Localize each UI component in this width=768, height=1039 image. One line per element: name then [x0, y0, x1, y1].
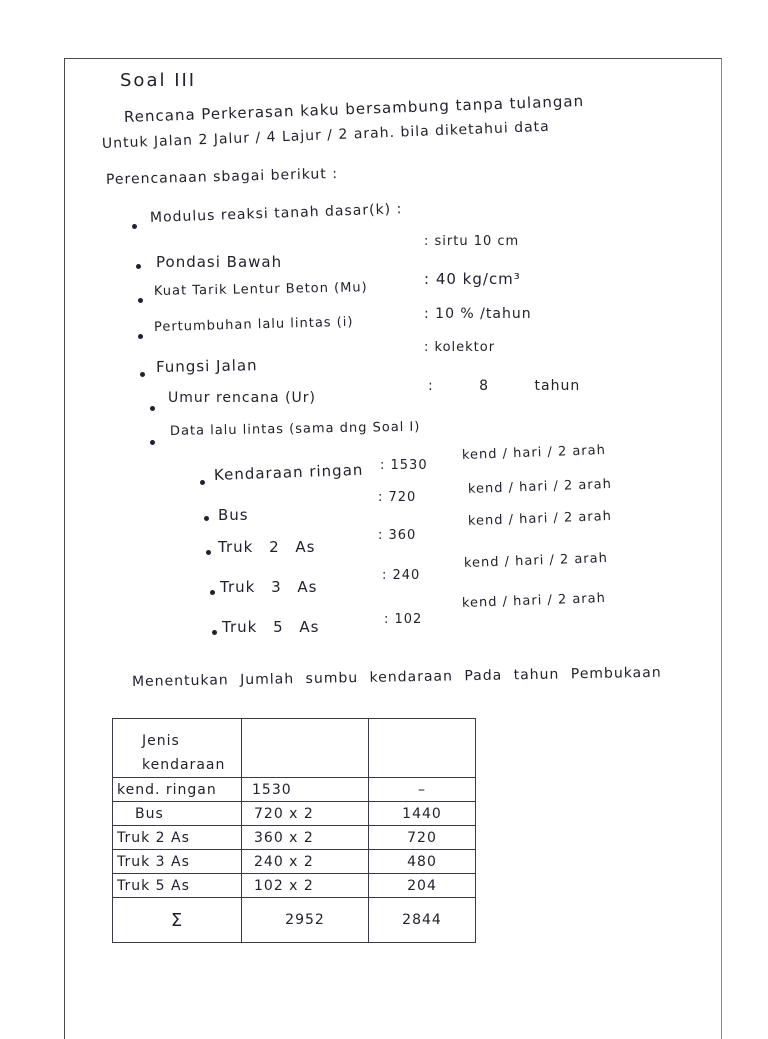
bullet-icon — [138, 334, 143, 339]
axle-count-table — [112, 718, 476, 943]
traffic-count: : 360 — [378, 528, 417, 543]
table-row — [113, 778, 476, 802]
traffic-count: : 240 — [382, 568, 421, 583]
table-header-row — [113, 719, 476, 778]
result: 204 — [369, 874, 476, 898]
traffic-count: : 720 — [378, 490, 417, 505]
intro-line-2: Untuk Jalan 2 Jalur / 4 Lajur / 2 arah. bila diketahui data — [101, 118, 551, 152]
bullet-icon — [210, 590, 215, 595]
calc: 1530 — [242, 778, 369, 802]
sum-calc: 2952 — [242, 898, 369, 943]
table-row — [113, 826, 476, 850]
calc: 102 x 2 — [242, 874, 369, 898]
vehicle-type: kend. ringan — [113, 778, 242, 802]
result: 720 — [369, 826, 476, 850]
traffic-unit: kend / hari / 2 arah — [461, 442, 607, 463]
bullet-icon — [150, 440, 155, 445]
calc: 720 x 2 — [242, 802, 369, 826]
traffic-unit: kend / hari / 2 arah — [463, 550, 609, 571]
vehicle-type: Truk 2 As — [113, 826, 242, 850]
param-value: : 8 tahun — [428, 378, 581, 394]
traffic-label: Truk 5 As — [222, 618, 320, 636]
calc: 360 x 2 — [242, 826, 369, 850]
param-value: : 10 % /tahun — [424, 306, 532, 322]
traffic-unit: kend / hari / 2 arah — [467, 476, 613, 497]
bullet-icon — [136, 264, 141, 269]
header-label: Jenis kendaraan — [142, 733, 226, 773]
vehicle-type: Bus — [113, 802, 242, 826]
param-label: Fungsi Jalan — [155, 356, 258, 376]
traffic-count: : 102 — [384, 612, 423, 627]
result: – — [369, 778, 476, 802]
vehicle-type: Truk 3 As — [113, 850, 242, 874]
param-label: Pondasi Bawah — [156, 253, 283, 271]
result: 1440 — [369, 802, 476, 826]
sum-result: 2844 — [369, 898, 476, 943]
bullet-icon — [204, 516, 209, 521]
task-text: Menentukan Jumlah sumbu kendaraan Pada tahun Pembukaan — [131, 664, 662, 690]
calc: 240 x 2 — [242, 850, 369, 874]
traffic-unit: kend / hari / 2 arah — [461, 590, 607, 611]
header-empty — [242, 719, 369, 778]
param-value: : kolektor — [424, 340, 496, 355]
param-label: Kuat Tarik Lentur Beton (Mu) — [153, 280, 368, 299]
intro-line-3: Perencanaan sbagai berikut : — [105, 165, 339, 188]
table-row — [113, 802, 476, 826]
vehicle-type: Truk 5 As — [113, 874, 242, 898]
traffic-label: Bus — [218, 506, 249, 524]
traffic-label: Kendaraan ringan — [213, 460, 364, 484]
traffic-label: Truk 2 As — [218, 538, 316, 556]
bullet-icon — [150, 406, 155, 411]
table-row — [113, 850, 476, 874]
header-empty — [369, 719, 476, 778]
param-label: Data lalu lintas (sama dng Soal I) — [169, 419, 421, 439]
intro-line-1: Rencana Perkerasan kaku bersambung tanpa tulangan — [123, 91, 585, 126]
bullet-icon — [206, 550, 211, 555]
bullet-icon — [138, 298, 143, 303]
param-value: : 40 kg/cm³ — [424, 270, 521, 288]
bullet-icon — [200, 480, 205, 485]
param-label: Pertumbuhan lalu lintas (i) — [153, 314, 354, 335]
table-row — [113, 874, 476, 898]
table-sum-row — [113, 898, 476, 943]
sum-symbol: Σ — [113, 898, 242, 943]
param-label: Modulus reaksi tanah dasar(k) : — [149, 201, 403, 226]
param-label: Umur rencana (Ur) — [168, 390, 317, 406]
param-value: : sirtu 10 cm — [424, 234, 520, 249]
bullet-icon — [212, 630, 217, 635]
result: 480 — [369, 850, 476, 874]
traffic-count: : 1530 — [380, 458, 428, 473]
traffic-label: Truk 3 As — [220, 578, 318, 596]
page-title: Soal III — [120, 70, 197, 91]
header-vehicle-type — [113, 719, 242, 778]
bullet-icon — [132, 224, 137, 229]
traffic-unit: kend / hari / 2 arah — [467, 508, 613, 529]
bullet-icon — [140, 372, 145, 377]
